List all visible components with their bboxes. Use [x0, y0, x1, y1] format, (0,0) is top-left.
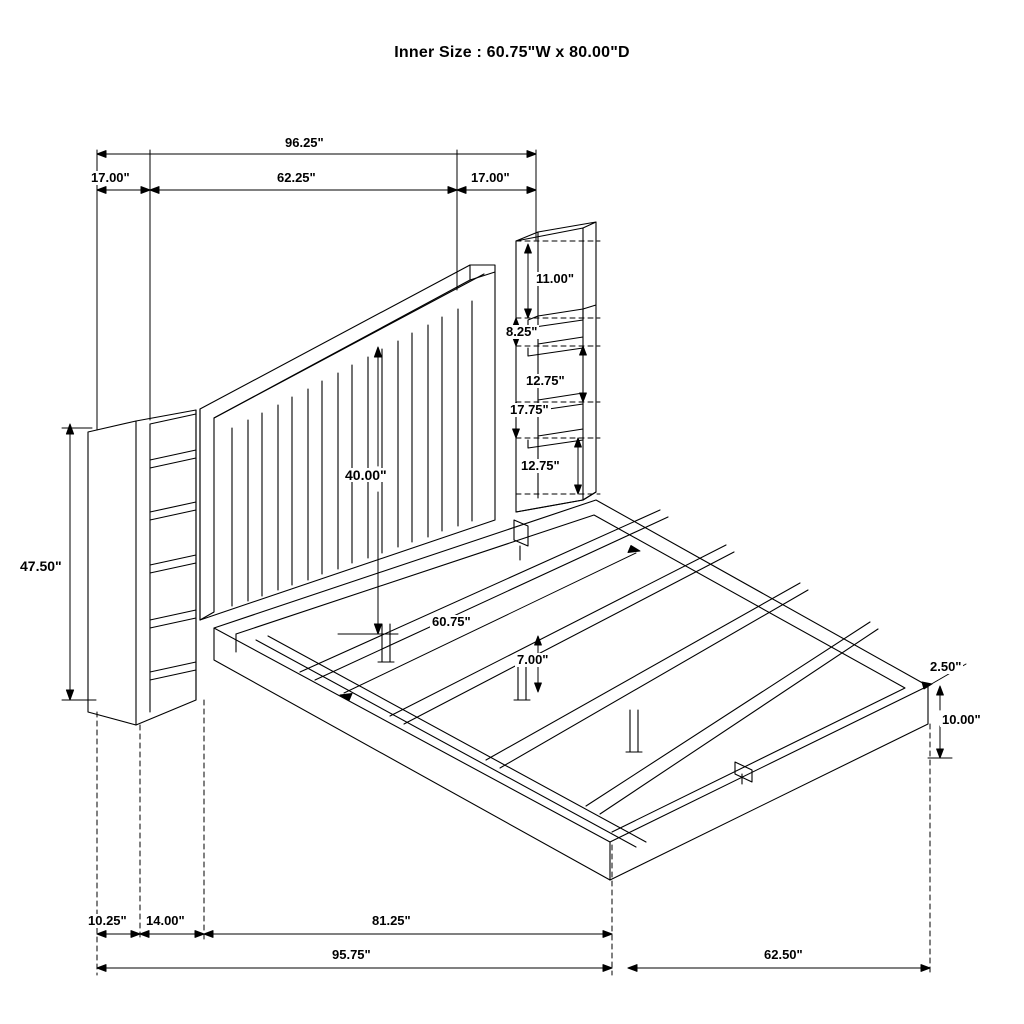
page-title: Inner Size : 60.75"W x 80.00"D: [394, 44, 630, 61]
dimension-label-headboard-width: 62.25": [277, 170, 316, 185]
dimension-label-shelf-height-3: 12.75": [521, 458, 560, 473]
dimension-label-side-unit-height: 47.50": [20, 558, 62, 574]
dimension-label-shelf-height-1: 12.75": [526, 373, 565, 388]
dimension-label-total-depth-right: 62.50": [764, 947, 803, 962]
dimension-label-left-panel-width: 17.00": [91, 170, 130, 185]
dimension-label-rail-thickness: 2.50": [930, 659, 962, 674]
dimension-label-base-height: 10.00": [942, 712, 981, 727]
dimension-label-shelf-height-2: 17.75": [510, 402, 549, 417]
dimension-label-inner-width: 60.75": [432, 614, 471, 629]
dimension-label-slat-clearance: 7.00": [517, 652, 549, 667]
dimension-label-left-unit-depth: 14.00": [146, 913, 185, 928]
dimension-label-total-depth-left: 95.75": [332, 947, 371, 962]
dimension-label-shelf-gap: 8.25": [506, 324, 538, 339]
dimension-label-headboard-height: 40.00": [345, 467, 387, 483]
dimension-label-top-shelf-height: 11.00": [536, 271, 574, 286]
dimension-label-overall-width-top: 96.25": [285, 135, 324, 150]
dimension-label-bed-depth: 81.25": [372, 913, 411, 928]
dimension-label-right-panel-width: 17.00": [471, 170, 510, 185]
dimension-label-left-foot-depth: 10.25": [88, 913, 127, 928]
